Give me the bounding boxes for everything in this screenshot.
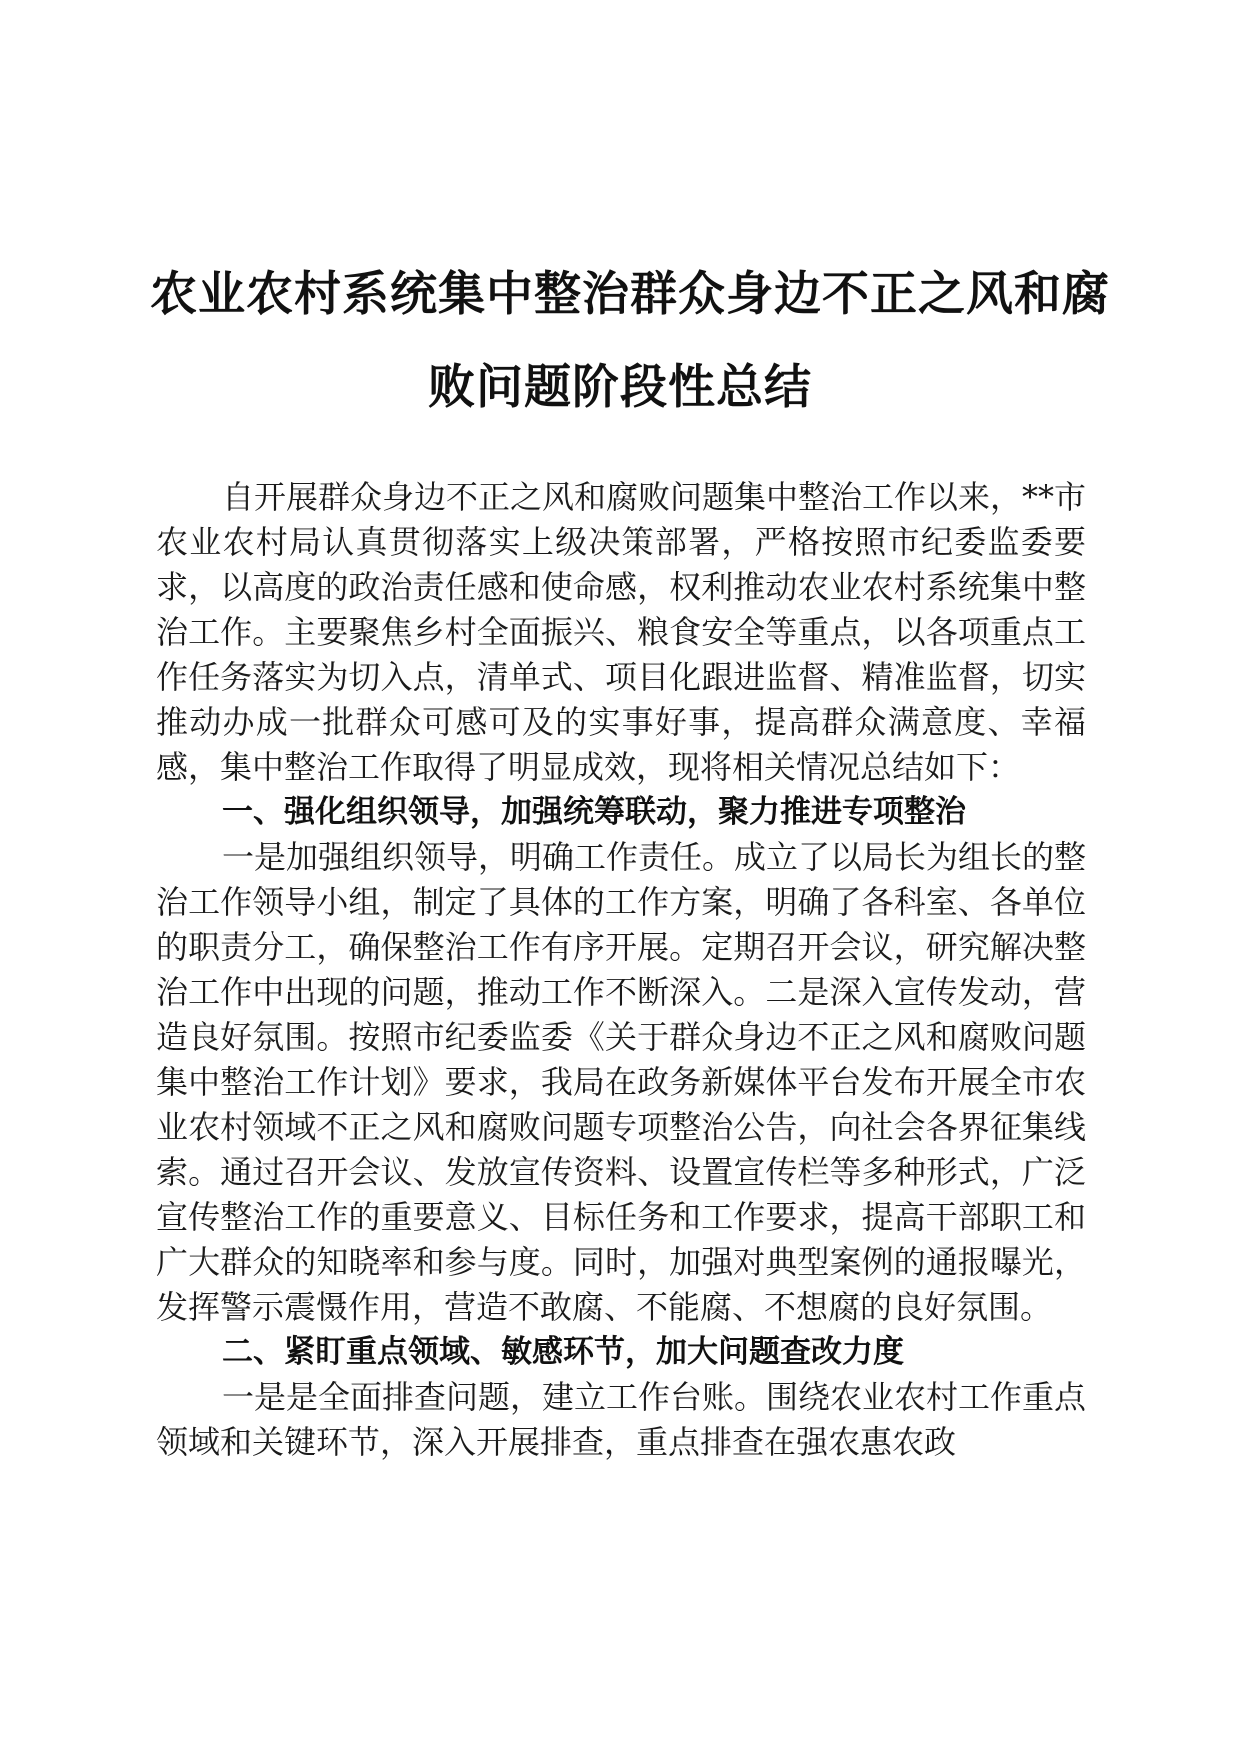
section-1-heading: 一、强化组织领导，加强统筹联动，聚力推进专项整治 <box>222 794 966 830</box>
section-1-paragraph: 一是加强组织领导，明确工作责任。成立了以局长为组长的整治工作领导小组，制定了具体的工作方案，明确了各科室、各单位的职责分工，确保整治工作有序开展。定期召开会议，研究解决整治工作中出现的问题，推动工作不断深入。二是深入宣传发动，营造良好氛围。按照市纪委监委《关于群众身边不正之风和腐败问题集中整治工作计划》要求，我局在政务新媒体平台发布开展全市农业农村领域不正之风和腐败问题专项整治公告，向社会各界征集线索。通过召开会议、发放宣传资料、设置宣传栏等多种形式，广泛宣传整治工作的重要意义、目标任务和工作要求，提高干部职工和广大群众的知晓率和参与度。同时，加强对典型案例的通报曝光，发挥警示震慑作用，营造不敢腐、不能腐、不想腐的良好氛围。 <box>156 838 1087 1326</box>
intro-paragraph: 自开展群众身边不正之风和腐败问题集中整治工作以来，**市农业农村局认真贯彻落实上级决策部署，严格按照市纪委监委要求，以高度的政治责任感和使命感，权利推动农业农村系统集中整治工作。主要聚焦乡村全面振兴、粮食安全等重点，以各项重点工作任务落实为切入点，清单式、项目化跟进监督、精准监督，切实推动办成一批群众可感可及的实事好事，提高群众满意度、幸福感，集中整治工作取得了明显成效，现将相关情况总结如下： <box>156 478 1087 786</box>
section-2-heading: 二、紧盯重点领域、敏感环节，加大问题查改力度 <box>222 1334 904 1370</box>
document-body <box>156 475 1086 1465</box>
section-2-paragraph: 一是是全面排查问题，建立工作台账。围绕农业农村工作重点领域和关键环节，深入开展排查，重点排查在强农惠农政 <box>156 1378 1087 1461</box>
document-title-line-1: 农业农村系统集中整治群众身边不正之风和腐 <box>150 267 1110 322</box>
document-title-line-2: 败问题阶段性总结 <box>428 360 812 415</box>
